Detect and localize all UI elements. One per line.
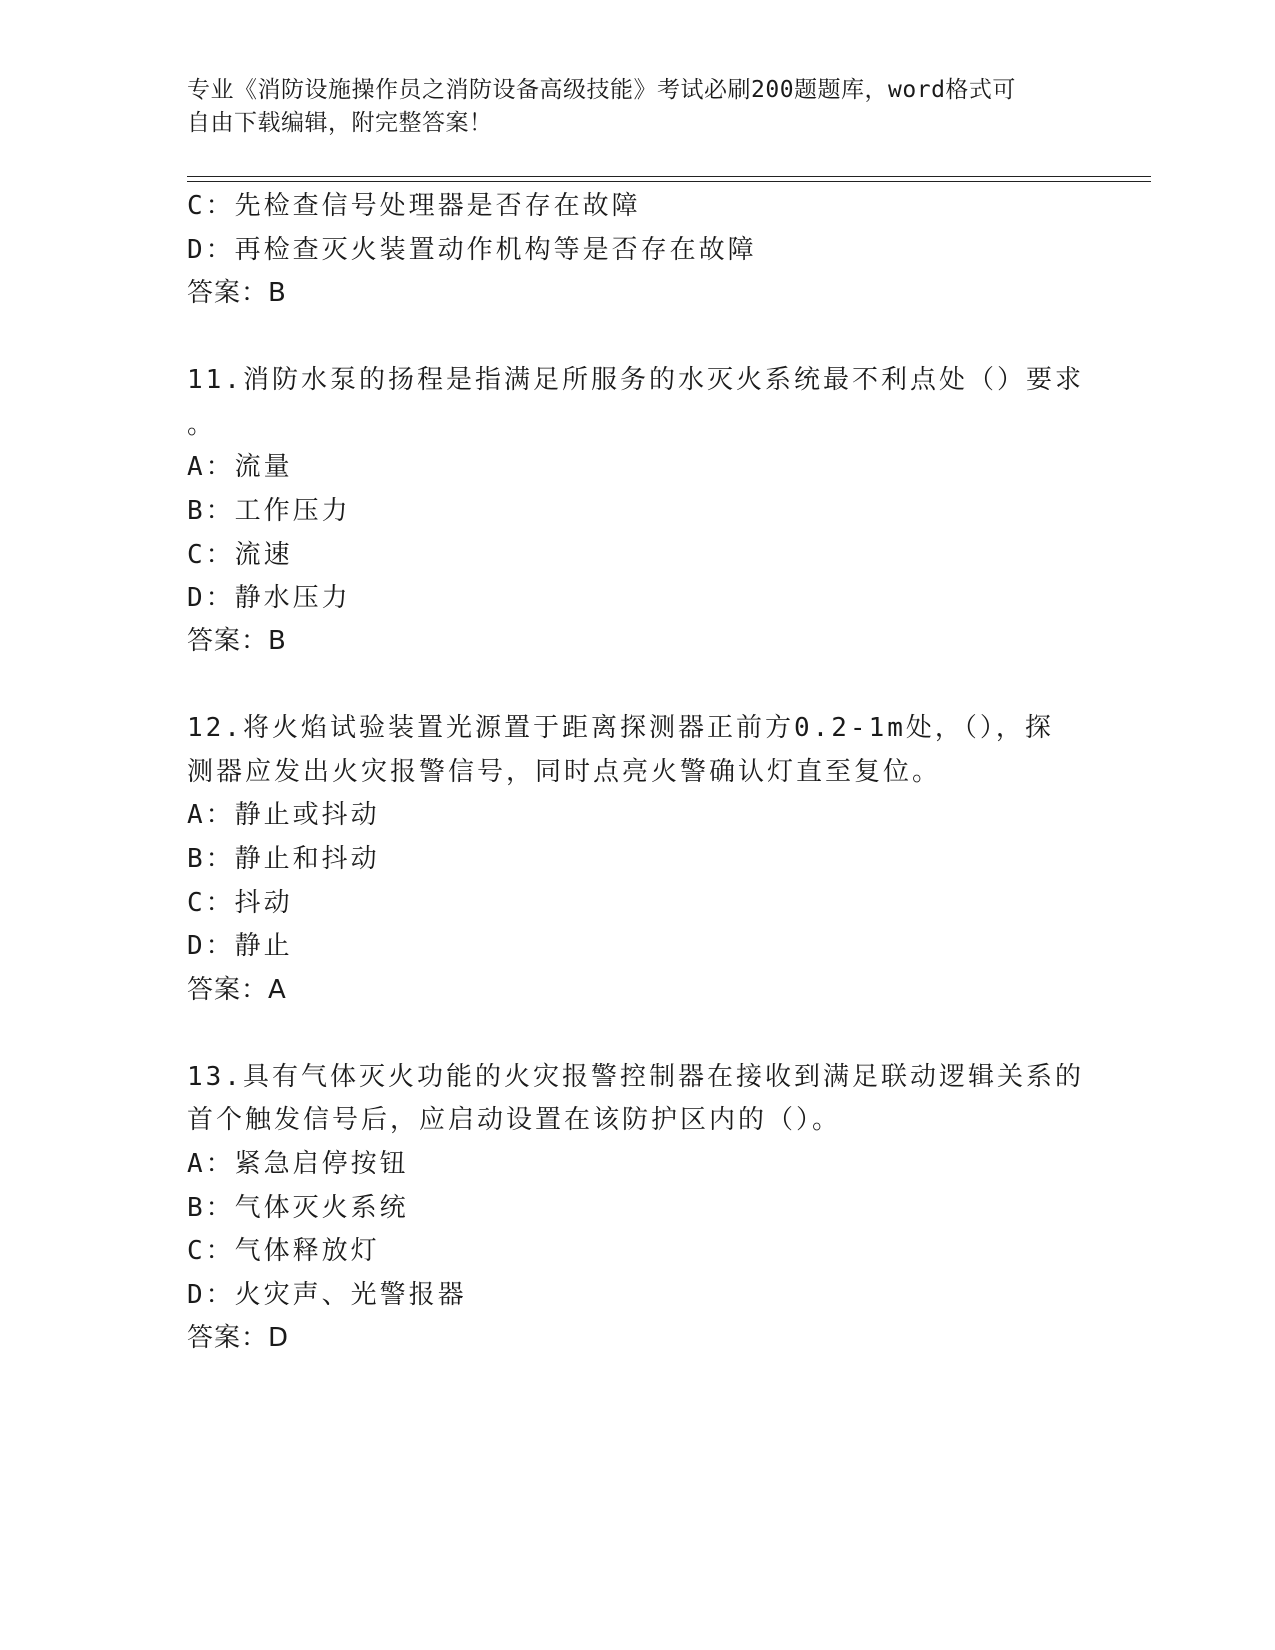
header-divider-bottom [187,181,1151,182]
option-b: B：工作压力 [187,496,351,526]
answer-line: 答案：B [187,278,287,308]
option-a: A：流量 [187,452,293,482]
option-d: D：静止 [187,931,293,961]
question-stem: 11.消防水泵的扬程是指满足所服务的水灭火系统最不利点处（）要求 [187,365,1084,395]
option-b: B：静止和抖动 [187,844,380,874]
question-stem-continued: 首个触发信号后，应启动设置在该防护区内的（）。 [187,1105,842,1135]
header-line-1: 专业《消防设施操作员之消防设备高级技能》考试必刷200题题库，word格式可 [187,77,1016,103]
question-stem: 12.将火焰试验装置光源置于距离探测器正前方0.2-1m处，（），探 [187,713,1054,743]
header-line-2: 自由下载编辑，附完整答案！ [187,110,493,136]
option-c: C：先检查信号处理器是否存在故障 [187,191,641,221]
answer-line: 答案：B [187,626,287,656]
option-c: C：抖动 [187,888,293,918]
answer-line: 答案：A [187,975,287,1005]
question-stem: 13.具有气体灭火功能的火灾报警控制器在接收到满足联动逻辑关系的 [187,1062,1084,1092]
question-stem-continued: 。 [187,410,217,440]
document-header [187,74,1087,140]
answer-line: 答案：D [187,1323,290,1353]
option-c: C：气体释放灯 [187,1236,380,1266]
question-stem-continued: 测器应发出火灾报警信号，同时点亮火警确认灯直至复位。 [187,757,942,787]
option-a: A：紧急启停按钮 [187,1149,409,1179]
header-divider-top [187,176,1151,177]
option-b: B：气体灭火系统 [187,1193,409,1223]
option-d: D：火灾声、光警报器 [187,1280,467,1310]
option-d: D：静水压力 [187,583,351,613]
option-d: D：再检查灭火装置动作机构等是否存在故障 [187,235,757,265]
option-c: C：流速 [187,540,293,570]
option-a: A：静止或抖动 [187,800,380,830]
